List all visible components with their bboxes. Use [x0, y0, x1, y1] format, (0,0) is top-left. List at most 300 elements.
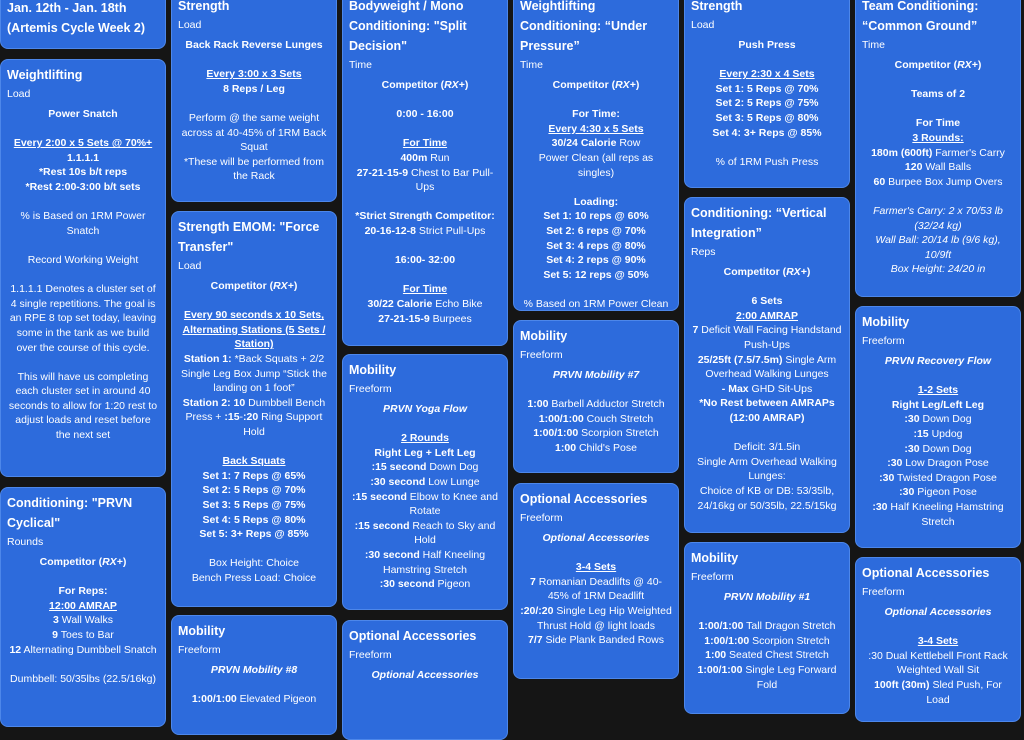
- body-line: [520, 412, 672, 427]
- body-text: Set 3: 4 reps @ 80%: [546, 239, 646, 252]
- body-text: This will have us completing each cluster set in around 40 seconds to allow for 1:20 rest to adjust loads and reset before the next set: [8, 370, 158, 442]
- body-text: Pigeon: [434, 578, 471, 591]
- card-title: Weightlifting Conditioning: “Under Pressure”: [520, 0, 648, 53]
- body-text: Down Dog: [426, 461, 479, 474]
- body-text: - Max: [721, 382, 749, 395]
- spacer: [349, 239, 501, 254]
- body-text: Toes to Bar: [58, 628, 114, 641]
- body-text: Dumbbell: 50/35lbs (22.5/16kg): [10, 672, 156, 685]
- workout-card[interactable]: [684, 542, 850, 714]
- body-line: [862, 87, 1014, 102]
- body-line: [7, 107, 159, 122]
- body-text: Teams of 2: [910, 88, 966, 101]
- body-line: [691, 309, 843, 324]
- body-text: 120: [904, 161, 923, 174]
- body-line: [862, 678, 1014, 707]
- body-line: [7, 370, 159, 443]
- card-category: Freeform: [349, 383, 392, 395]
- body-text: Every 4:30 x 5 Sets: [548, 122, 644, 135]
- body-line: [520, 209, 672, 224]
- card-category: Freeform: [862, 335, 905, 347]
- body-text: PRVN Mobility #8: [210, 664, 298, 676]
- body-text: 1-2 Sets: [917, 384, 959, 397]
- body-text: 400m: [400, 151, 428, 164]
- card-title: Weightlifting: [7, 68, 83, 82]
- body-line: [691, 96, 843, 111]
- body-text: :20: [243, 411, 259, 424]
- card-body: [1, 105, 165, 449]
- body-line: [862, 58, 1014, 73]
- body-line: [7, 672, 159, 687]
- body-text: Low Dragon Pose: [902, 457, 989, 470]
- spacer: [349, 268, 501, 283]
- workout-card[interactable]: [513, 483, 679, 679]
- body-line: [691, 265, 843, 280]
- workout-card[interactable]: [171, 0, 337, 202]
- body-text: Ring Support Hold: [243, 411, 323, 438]
- body-line: [520, 297, 672, 311]
- body-text: Burpees: [429, 312, 472, 325]
- body-text: Perform @ the same weight across at 40-45% of 1RM Back Squat: [181, 111, 327, 154]
- workout-card[interactable]: [0, 0, 166, 49]
- spacer: [349, 417, 501, 432]
- card-body: [685, 588, 849, 698]
- body-line: [862, 131, 1014, 146]
- body-line: [520, 136, 672, 151]
- body-line: [691, 634, 843, 649]
- body-text: 1:00/1:00: [538, 412, 584, 425]
- body-text: :30 second: [370, 475, 426, 488]
- body-line: [349, 209, 501, 224]
- body-line: [862, 204, 1014, 233]
- body-line: [349, 519, 501, 548]
- card-body: [343, 400, 507, 598]
- body-line: [349, 151, 501, 166]
- workout-card[interactable]: [342, 0, 508, 346]
- body-line: [349, 166, 501, 195]
- card-body: [514, 76, 678, 311]
- spacer: [691, 53, 843, 68]
- body-line: [178, 396, 330, 440]
- body-text: :30: [904, 442, 920, 455]
- workout-card[interactable]: [342, 620, 508, 740]
- workout-card[interactable]: [855, 306, 1021, 548]
- spacer: [520, 383, 672, 398]
- body-text: 1:00/1:00: [191, 693, 237, 706]
- spacer: [520, 546, 672, 561]
- body-text: Choice of KB or DB: 53/35lb, 24/16kg or 50/35lb, 22.5/15kg: [697, 484, 837, 512]
- body-line: [520, 531, 672, 546]
- body-text: Single Leg Hip Weighted Thrust Hold @ light loads: [536, 604, 672, 632]
- body-text: 3-4 Sets: [917, 635, 959, 648]
- spacer: [862, 369, 1014, 384]
- body-line: [349, 297, 501, 312]
- body-line: [862, 116, 1014, 131]
- card-body: [343, 666, 507, 689]
- body-text: Run: [427, 151, 450, 164]
- card-category: Freeform: [862, 586, 905, 598]
- body-line: [520, 560, 672, 575]
- body-text: Half Kneeling Hamstring Stretch: [382, 548, 486, 576]
- spacer: [7, 268, 159, 283]
- body-text: 1:00: [555, 441, 577, 454]
- body-text: Farmer's Carry: [932, 146, 1005, 159]
- body-line: [862, 500, 1014, 529]
- body-line: [691, 382, 843, 397]
- body-text: For Time:: [572, 108, 620, 121]
- body-line: [691, 67, 843, 82]
- card-category: Freeform: [520, 349, 563, 361]
- body-text: 27-21-15-9: [378, 312, 430, 325]
- body-text: RX+: [102, 556, 123, 568]
- body-line: [349, 577, 501, 592]
- body-line: [691, 126, 843, 141]
- body-line: [349, 446, 501, 461]
- body-line: [862, 649, 1014, 678]
- body-line: [178, 571, 330, 586]
- body-text: Set 5: 12 reps @ 50%: [543, 268, 649, 281]
- body-line: [7, 151, 159, 166]
- body-text: Every 3:00 x 3 Sets: [206, 68, 302, 81]
- body-text: ): [122, 556, 127, 568]
- body-text: 180m (600ft): [871, 146, 933, 159]
- body-text: PRVN Mobility #1: [723, 591, 811, 603]
- body-line: [520, 575, 672, 604]
- body-line: [691, 619, 843, 634]
- body-line: [7, 584, 159, 599]
- body-line: [178, 155, 330, 184]
- card-body: [514, 366, 678, 462]
- body-text: % Based on 1RM Power Clean: [523, 297, 669, 310]
- workout-card[interactable]: [855, 0, 1021, 297]
- body-text: Set 2: 6 reps @ 70%: [546, 224, 646, 237]
- body-line: [7, 253, 159, 268]
- card-body: [514, 529, 678, 654]
- spacer: [520, 282, 672, 297]
- spacer: [862, 189, 1014, 204]
- body-text: :30: [899, 486, 915, 499]
- card-title: Mobility: [862, 315, 910, 329]
- workout-card[interactable]: [684, 197, 850, 533]
- card-title: Bodyweight / Mono Conditioning: "Split Decision": [349, 0, 467, 53]
- body-line: [862, 456, 1014, 471]
- body-text: 1:00/1:00: [533, 427, 579, 440]
- body-text: Loading:: [573, 195, 619, 208]
- spacer: [7, 195, 159, 210]
- body-line: [349, 402, 501, 417]
- body-text: Barbell Adductor Stretch: [548, 398, 665, 411]
- card-title: Conditioning: "PRVN Cyclical": [7, 496, 133, 530]
- spacer: [691, 140, 843, 155]
- body-text: 16:00- 32:00: [394, 254, 456, 267]
- body-line: [862, 383, 1014, 398]
- body-line: [520, 397, 672, 412]
- body-line: [178, 483, 330, 498]
- card-category: Reps: [691, 246, 716, 258]
- body-text: PRVN Recovery Flow: [884, 355, 992, 367]
- spacer: [520, 93, 672, 108]
- body-text: Optional Accessories: [542, 532, 650, 544]
- body-text: Every 2:30 x 4 Sets: [719, 68, 815, 81]
- body-text: Set 1: 10 reps @ 60%: [543, 210, 649, 223]
- body-text: Burpee Box Jump Overs: [885, 175, 1003, 188]
- body-line: [7, 136, 159, 151]
- card-category: Load: [691, 19, 715, 31]
- body-line: [7, 599, 159, 614]
- body-text: For Reps:: [58, 585, 108, 598]
- spacer: [349, 93, 501, 108]
- body-text: 100ft (30m): [874, 678, 930, 691]
- body-line: [349, 668, 501, 683]
- body-text: Optional Accessories: [371, 669, 479, 681]
- body-text: RX+: [273, 280, 294, 292]
- body-line: [7, 180, 159, 195]
- body-text: 1:00/1:00: [698, 620, 744, 633]
- body-text: *Rest 10s b/t reps: [38, 166, 128, 179]
- body-line: [349, 282, 501, 297]
- body-text: PRVN Yoga Flow: [382, 403, 467, 415]
- body-text: Down Dog: [919, 442, 972, 455]
- spacer: [691, 605, 843, 620]
- card-category: Load: [178, 19, 202, 31]
- body-text: :15 second: [371, 461, 427, 474]
- body-line: [520, 239, 672, 254]
- body-line: [520, 268, 672, 283]
- card-category: Time: [862, 39, 885, 51]
- body-line: [862, 262, 1014, 277]
- body-text: *Rest 2:00-3:00 b/t sets: [25, 180, 141, 193]
- body-text: 1:00/1:00: [697, 663, 743, 676]
- body-text: Wall Ball: 20/14 lb (9/6 kg), 10/9ft: [875, 234, 1001, 261]
- body-line: [178, 67, 330, 82]
- body-line: [349, 78, 501, 93]
- body-text: :30 Dual Kettlebell Front Rack Weighted Wall Sit: [868, 649, 1008, 677]
- body-line: [178, 454, 330, 469]
- body-text: Scorpion Stretch: [578, 427, 659, 440]
- body-text: Competitor (: [552, 79, 616, 91]
- workout-card[interactable]: [0, 59, 166, 477]
- body-text: Optional Accessories: [884, 606, 992, 618]
- body-text: Station 1:: [183, 352, 235, 365]
- body-line: [349, 431, 501, 446]
- workout-card[interactable]: [342, 354, 508, 610]
- body-text: Bench Press Load: Choice: [191, 571, 317, 584]
- body-text: Chest to Bar Pull-Ups: [408, 166, 494, 194]
- body-text: Alternating Dumbbell Snatch: [21, 643, 157, 656]
- card-title: Strength EMOM: "Force Transfer": [178, 220, 320, 254]
- card-title: Jan. 12th - Jan. 18th (Artemis Cycle Week 2): [7, 1, 146, 35]
- body-text: Seated Chest Stretch: [726, 649, 829, 662]
- body-text: *No Rest between AMRAPs (12:00 AMRAP): [699, 397, 835, 424]
- body-line: [7, 643, 159, 658]
- body-text: :20/:20: [520, 604, 554, 617]
- body-line: [862, 175, 1014, 190]
- spacer: [178, 53, 330, 68]
- body-text: Set 1: 5 Reps @ 70%: [715, 82, 819, 95]
- body-line: [862, 146, 1014, 161]
- card-title: Mobility: [691, 551, 739, 565]
- spacer: [7, 238, 159, 253]
- card-category: Freeform: [178, 644, 221, 656]
- body-line: [862, 233, 1014, 262]
- card-title: Mobility: [520, 329, 568, 343]
- spacer: [178, 96, 330, 111]
- body-line: [178, 279, 330, 294]
- body-text: Single Arm Overhead Walking Lunges: [705, 353, 837, 381]
- body-text: Row: [616, 137, 641, 150]
- body-text: :30: [872, 500, 888, 513]
- body-text: 30/22 Calorie: [367, 297, 433, 310]
- spacer: [691, 280, 843, 295]
- body-text: Single Leg Forward Fold: [742, 663, 837, 691]
- workout-card[interactable]: [684, 0, 850, 188]
- body-line: [862, 485, 1014, 500]
- workout-card[interactable]: [0, 487, 166, 727]
- workout-card[interactable]: [171, 211, 337, 607]
- body-text: Every 2:00 x 5 Sets @ 70%+: [13, 137, 153, 150]
- body-text: :15 second: [352, 490, 407, 503]
- body-line: [862, 605, 1014, 620]
- body-line: [862, 634, 1014, 649]
- body-text: :30: [887, 457, 903, 470]
- body-text: :30: [904, 413, 920, 426]
- body-line: [520, 195, 672, 210]
- card-body: [172, 36, 336, 190]
- workout-card[interactable]: [513, 0, 679, 311]
- body-line: [862, 427, 1014, 442]
- body-text: :30: [879, 471, 895, 484]
- body-line: [520, 107, 672, 122]
- body-text: Sled Push, For Load: [926, 678, 1002, 706]
- body-line: [691, 648, 843, 663]
- card-category: Freeform: [520, 512, 563, 524]
- body-text: ): [977, 59, 982, 71]
- spacer: [178, 542, 330, 557]
- body-line: [862, 412, 1014, 427]
- body-line: [520, 78, 672, 93]
- body-text: Wall Balls: [922, 161, 972, 174]
- body-text: Couch Stretch: [583, 412, 654, 425]
- body-line: [7, 209, 159, 238]
- card-body: [685, 263, 849, 519]
- body-text: *Strict Strength Competitor:: [355, 210, 495, 223]
- body-text: Low Lunge: [425, 475, 480, 488]
- workout-card[interactable]: [855, 557, 1021, 722]
- body-text: GHD Sit-Ups: [748, 382, 813, 395]
- body-text: 2 Rounds: [401, 432, 449, 445]
- body-text: ): [635, 79, 640, 91]
- body-text: Box Height: 24/20 in: [890, 263, 986, 276]
- body-text: 2:00 AMRAP: [735, 309, 799, 322]
- workout-card[interactable]: [171, 615, 337, 735]
- body-text: Competitor (: [894, 59, 958, 71]
- body-line: [862, 442, 1014, 457]
- card-title: Optional Accessories: [520, 492, 648, 506]
- body-text: Half Kneeling Hamstring Stretch: [887, 500, 1004, 528]
- body-line: [520, 604, 672, 633]
- body-line: [178, 556, 330, 571]
- body-text: 3 Rounds:: [912, 131, 964, 144]
- body-line: [691, 353, 843, 382]
- body-line: [691, 396, 843, 425]
- card-category: Time: [520, 59, 543, 71]
- body-text: Competitor (: [381, 79, 445, 91]
- body-text: Right Leg + Left Leg: [374, 446, 476, 459]
- body-text: 60: [873, 175, 886, 188]
- card-category: Time: [349, 59, 372, 71]
- body-line: [520, 151, 672, 180]
- body-text: Strict Pull-Ups: [415, 224, 486, 237]
- body-line: [691, 111, 843, 126]
- body-text: 1.1.1.1: [66, 151, 100, 164]
- body-text: 30/24 Calorie: [551, 137, 617, 150]
- body-line: [349, 460, 501, 475]
- card-body: [856, 56, 1020, 283]
- body-text: Competitor (: [723, 266, 787, 278]
- body-text: Set 4: 2 reps @ 90%: [546, 254, 646, 267]
- body-text: Echo Bike: [432, 297, 483, 310]
- body-text: Right Leg/Left Leg: [891, 398, 985, 411]
- body-line: [691, 38, 843, 53]
- body-text: Record Working Weight: [27, 253, 139, 266]
- body-text: 1:00: [527, 398, 549, 411]
- body-text: For Time: [915, 117, 961, 130]
- body-text: ): [293, 280, 298, 292]
- body-text: Set 4: 5 Reps @ 80%: [202, 513, 306, 526]
- spacer: [178, 678, 330, 693]
- spacer: [7, 355, 159, 370]
- card-body: [856, 352, 1020, 535]
- workout-card[interactable]: [513, 320, 679, 473]
- spacer: [862, 620, 1014, 635]
- body-text: Box Height: Choice: [209, 557, 299, 570]
- body-text: Push Press: [738, 39, 796, 51]
- body-text: Back Rack Reverse Lunges: [185, 39, 323, 51]
- body-text: :15: [224, 411, 240, 424]
- body-line: [691, 484, 843, 513]
- body-text: 3: [53, 614, 59, 627]
- body-line: [862, 471, 1014, 486]
- body-text: :30 second: [364, 548, 420, 561]
- body-line: [520, 122, 672, 137]
- body-line: [691, 455, 843, 484]
- card-body: [343, 76, 507, 332]
- spacer: [691, 426, 843, 441]
- card-category: Freeform: [691, 571, 734, 583]
- body-text: Reach to Sky and Hold: [409, 519, 496, 547]
- spacer: [178, 294, 330, 309]
- body-text: 7: [692, 324, 699, 337]
- body-line: [178, 111, 330, 155]
- body-text: Set 3: 5 Reps @ 80%: [715, 111, 819, 124]
- body-line: [178, 38, 330, 53]
- body-line: [349, 312, 501, 327]
- body-text: 8 Reps / Leg: [223, 82, 285, 95]
- card-title: Strength: [178, 0, 230, 13]
- body-text: % is Based on 1RM Power Snatch: [20, 210, 146, 237]
- body-line: [349, 253, 501, 268]
- body-text: Farmer's Carry: 2 x 70/53 lb (32/24 kg): [873, 204, 1003, 232]
- body-text: Scorpion Stretch: [749, 634, 830, 647]
- body-line: [520, 253, 672, 268]
- body-line: [178, 498, 330, 513]
- body-text: Power Snatch: [48, 108, 118, 120]
- body-text: 3-4 Sets: [575, 561, 617, 574]
- body-line: [520, 368, 672, 383]
- body-line: [178, 308, 330, 352]
- body-line: [7, 165, 159, 180]
- card-category: Load: [7, 88, 31, 100]
